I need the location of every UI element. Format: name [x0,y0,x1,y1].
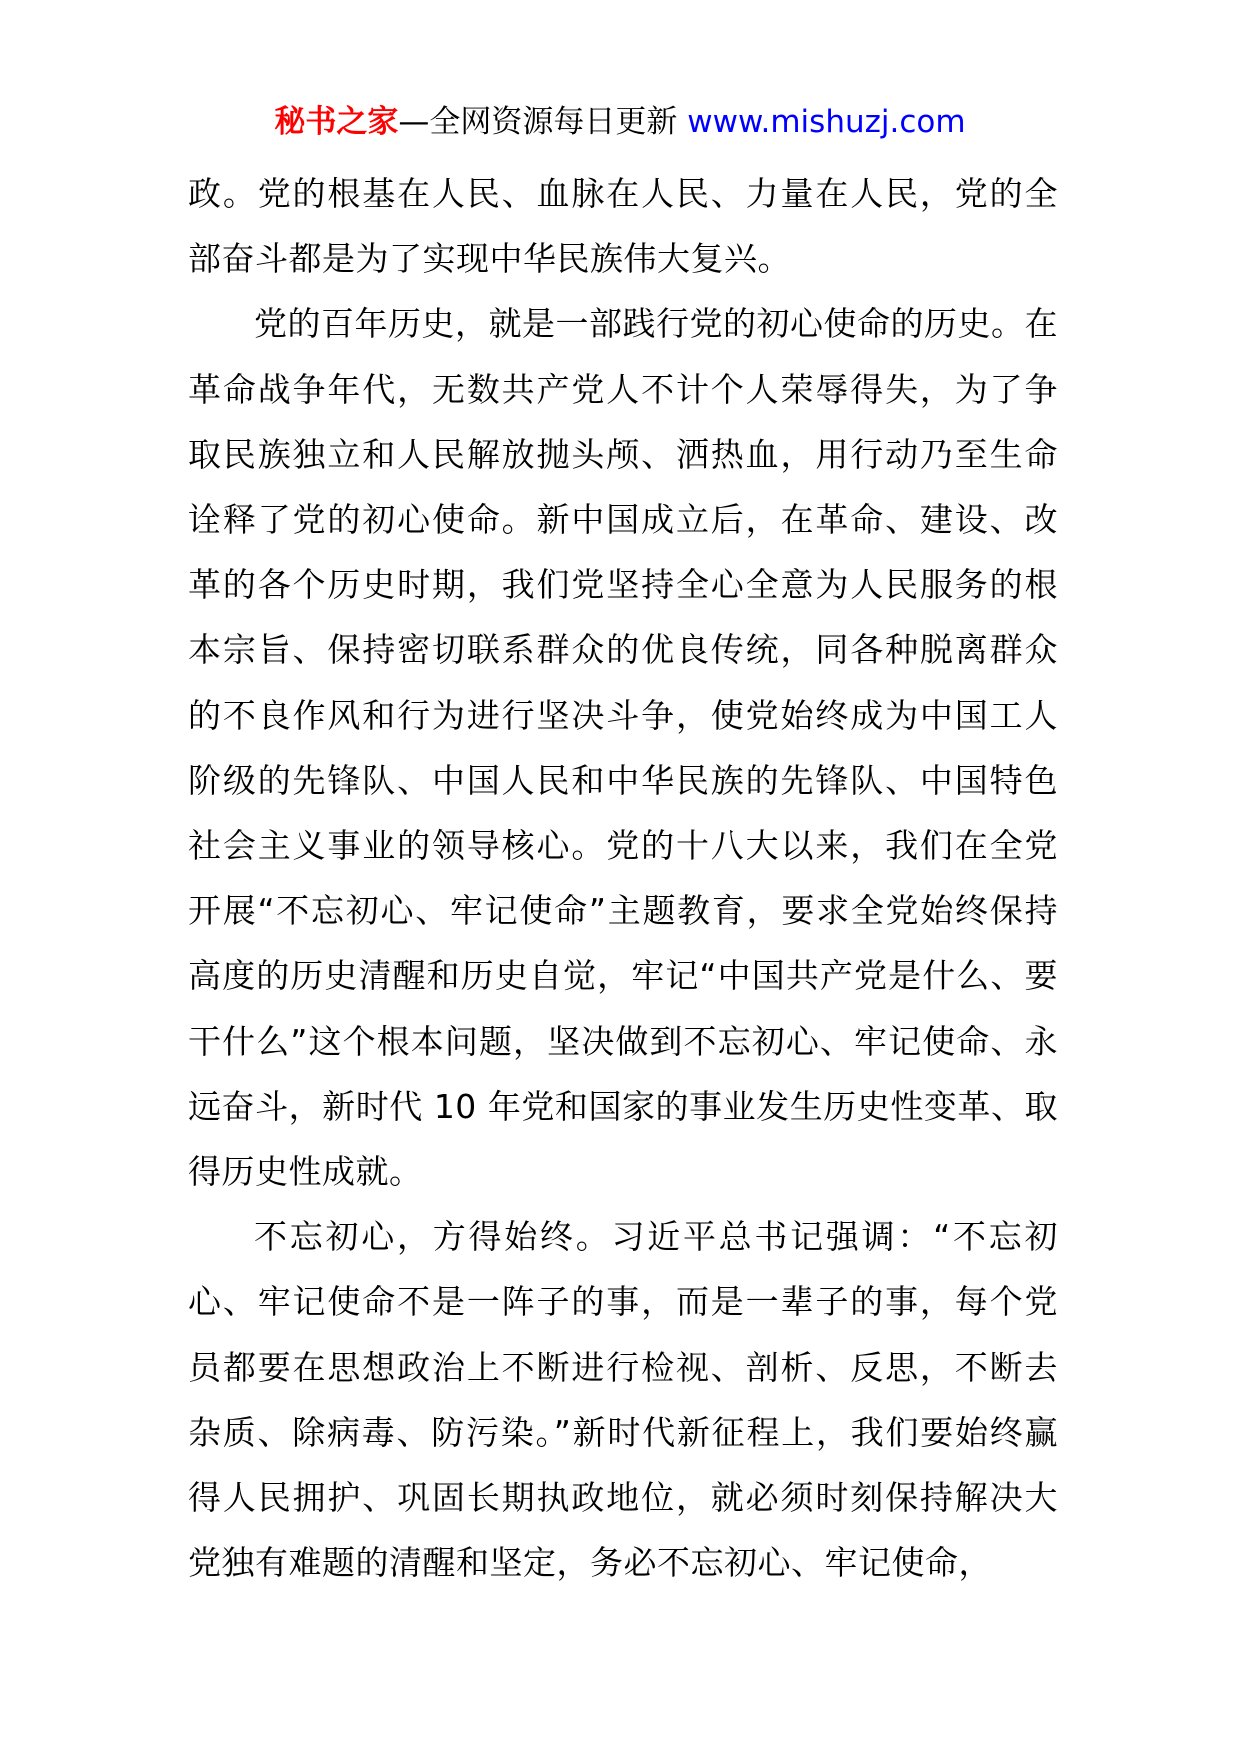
document-body [188,161,1058,1595]
paragraph: 党的百年历史，就是一部践行党的初心使命的历史。在革命战争年代，无数共产党人不计个人荣辱得失，为了争取民族独立和人民解放抛头颅、洒热血，用行动乃至生命诠释了党的初心使命。新中国成立后，在革命、建设、改革的各个历史时期，我们党坚持全心全意为人民服务的根本宗旨、保持密切联系群众的优良传统，同各种脱离群众的不良作风和行为进行坚决斗争，使党始终成为中国工人阶级的先锋队、中国人民和中华民族的先锋队、中国特色社会主义事业的领导核心。党的十八大以来，我们在全党开展“不忘初心、牢记使命”主题教育，要求全党始终保持高度的历史清醒和历史自觉，牢记“中国共产党是什么、要干什么”这个根本问题，坚决做到不忘初心、牢记使命、永远奋斗，新时代 10 年党和国家的事业发生历史性变革、取得历史性成就。 [188,304,1058,1192]
brand-name: 秘书之家 [274,104,399,140]
site-url-link[interactable]: www.mishuzj.com [687,104,966,140]
header-tagline: —全网资源每日更新 [398,104,678,140]
paragraph-continuation: 政。党的根基在人民、血脉在人民、力量在人民，党的全部奋斗都是为了实现中华民族伟大复兴。 [188,174,1058,279]
paragraph: 不忘初心，方得始终。习近平总书记强调：“不忘初心、牢记使命不是一阵子的事，而是一辈子的事，每个党员都要在思想政治上不断进行检视、剖析、反思，不断去杂质、除病毒、防污染。”新时代新征程上，我们要始终赢得人民拥护、巩固长期执政地位，就必须时刻保持解决大党独有难题的清醒和坚定，务必不忘初心、牢记使命， [188,1217,1058,1583]
page-header [0,100,1240,144]
